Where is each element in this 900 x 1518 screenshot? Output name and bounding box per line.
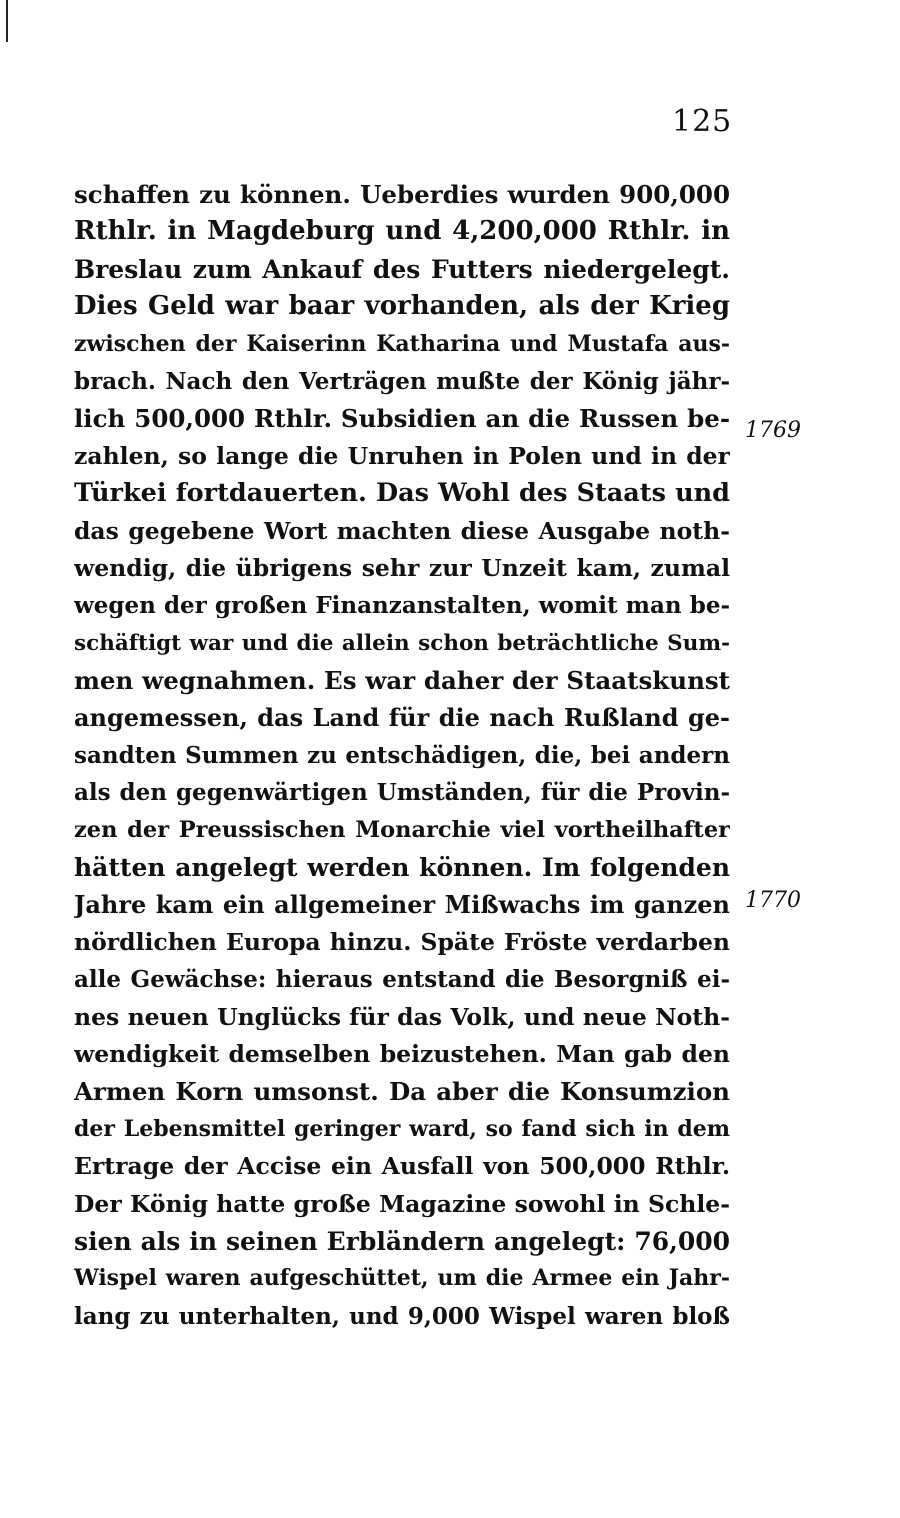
- text-line: nes neuen Unglücks für das Volk, und neue Noth-: [74, 1002, 730, 1031]
- text-line: alle Gewächse: hieraus entstand die Besorgniß ei-: [74, 966, 730, 994]
- text-line: Ertrage der Accise ein Ausfall von 500,000 Rthlr.: [74, 1152, 730, 1181]
- text-line: Wispel waren aufgeschüttet, um die Armee ein Jahr-: [74, 1265, 730, 1292]
- text-line: schaffen zu können. Ueberdies wurden 900,000: [74, 180, 730, 209]
- text-line: als den gegenwärtigen Umständen, für die Provin-: [74, 779, 730, 807]
- text-line: Armen Korn umsonst. Da aber die Konsumzion: [74, 1077, 730, 1107]
- page-edge-line: [6, 0, 8, 42]
- text-line: lang zu unterhalten, und 9,000 Wispel waren bloß: [74, 1302, 730, 1330]
- text-line: schäftigt war und die allein schon beträchtliche Sum-: [74, 630, 730, 656]
- text-line: Rthlr. in Magdeburg und 4,200,000 Rthlr. in: [74, 216, 730, 247]
- text-line: sien als in seinen Erbländern angelegt: 76,000: [74, 1226, 730, 1256]
- margin-note-year: 1770: [745, 888, 801, 913]
- text-line: Dies Geld war baar vorhanden, als der Krieg: [74, 291, 730, 322]
- page-number: 125: [672, 104, 733, 139]
- text-line: wegen der großen Finanzanstalten, womit man be-: [74, 592, 730, 620]
- text-line: Breslau zum Ankauf des Futters niedergelegt.: [74, 254, 730, 284]
- text-line: zwischen der Kaiserinn Katharina und Mustafa aus-: [74, 330, 730, 357]
- text-line: angemessen, das Land für die nach Rußland ge-: [74, 703, 730, 733]
- text-line: Der König hatte große Magazine sowohl in Schle-: [74, 1189, 730, 1218]
- text-line: das gegebene Wort machten diese Ausgabe noth-: [74, 516, 730, 545]
- text-line: sandten Summen zu entschädigen, die, bei andern: [74, 741, 730, 769]
- text-line: lich 500,000 Rthlr. Subsidien an die Russen be-: [74, 404, 730, 434]
- text-line: der Lebensmittel geringer ward, so fand sich in dem: [74, 1115, 730, 1142]
- text-line: wendigkeit demselben beizustehen. Man gab den: [74, 1039, 730, 1068]
- text-line: men wegnahmen. Es war daher der Staatskunst: [74, 666, 730, 696]
- text-line: zahlen, so lange die Unruhen in Polen und in der: [74, 441, 730, 470]
- text-line: Jahre kam ein allgemeiner Mißwachs im ganzen: [74, 890, 730, 920]
- text-line: wendig, die übrigens sehr zur Unzeit kam, zumal: [74, 553, 730, 582]
- text-line: brach. Nach den Verträgen mußte der König jähr-: [74, 367, 730, 395]
- text-line: Türkei fortdauerten. Das Wohl des Staats und: [74, 478, 730, 509]
- text-line: hätten angelegt werden können. Im folgenden: [74, 853, 730, 883]
- text-line: zen der Preussischen Monarchie viel vortheilhafter: [74, 816, 730, 843]
- margin-note-year: 1769: [745, 418, 801, 443]
- body-text: [74, 176, 730, 1335]
- text-line: nördlichen Europa hinzu. Späte Fröste verdarben: [74, 927, 730, 956]
